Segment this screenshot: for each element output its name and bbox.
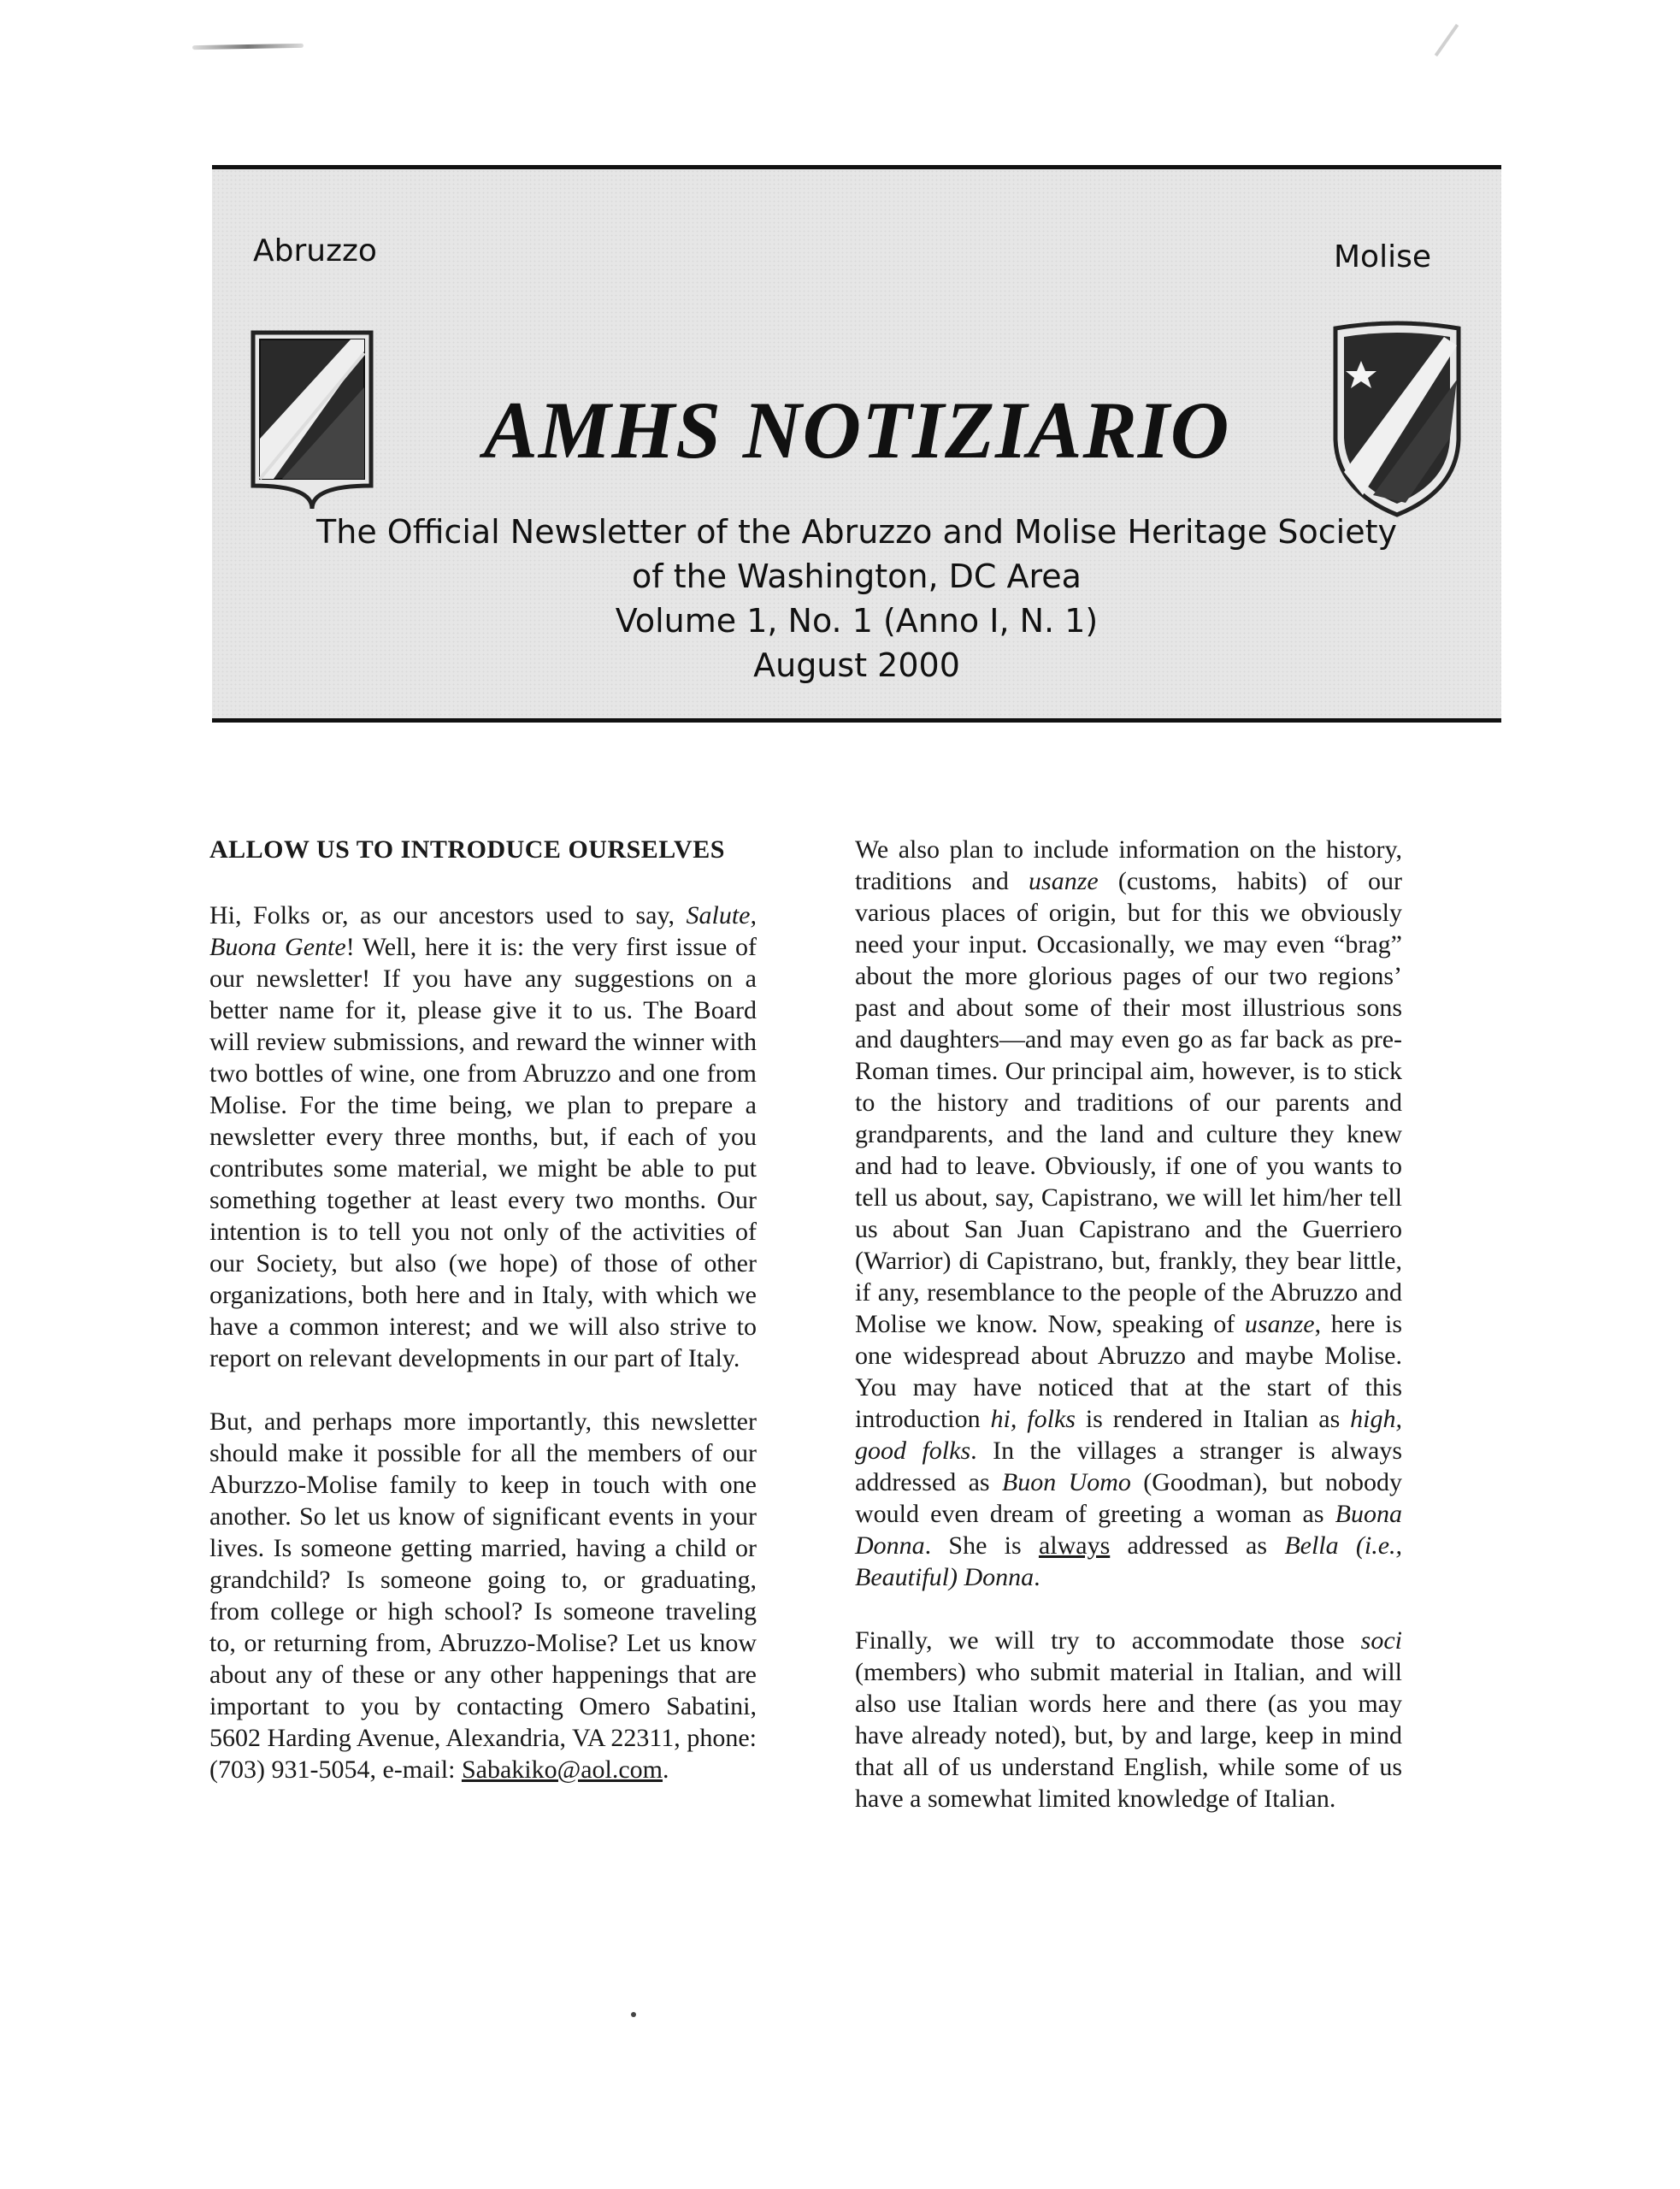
paragraph-1: Hi, Folks or, as our ancestors used to say, Salute, Buona Gente! Well, here it is: the very first issue of our newsletter! If you have any suggestions on a better name for it, please give it to us. The Board will review submissions, and reward the winner with two bottles of wine, one from Abruzzo and one from Molise. For the time being, we plan to prepare a newsletter every three months, but, if each of you contributes some material, we might be able to put something together at least every two months. Our intention is to tell you not only of the activities of our Society, but also (we hope) of those of other organizations, both here and in Italy, with which we have a common interest; and we will also strive to report on relevant developments in our part of Italy. <box>209 901 757 1372</box>
region-label-molise: Molise <box>1334 239 1431 274</box>
article-column-right <box>855 834 1402 1846</box>
region-label-abruzzo: Abruzzo <box>253 233 377 268</box>
subtitle-line-1: The Official Newsletter of the Abruzzo and Molise Heritage Society <box>316 513 1397 551</box>
newsletter-subtitle <box>212 510 1501 687</box>
masthead <box>212 165 1501 723</box>
scan-artifact <box>1435 24 1459 56</box>
email-link[interactable]: Sabakiko@aol.com <box>461 1755 663 1784</box>
scan-artifact <box>192 44 304 50</box>
scan-speck <box>631 2012 636 2017</box>
subtitle-line-2: of the Washington, DC Area <box>632 558 1082 595</box>
issue-date: August 2000 <box>753 646 960 684</box>
paragraph-2: But, and perhaps more importantly, this newsletter should make it possible for all the members of our Aburzzo-Molise family to keep in touch with one another. So let us know of significant events in your lives. Is someone getting married, having a child or grandchild? Is someone going to, or graduating, from college or high school? Is someone traveling to, or returning from, Abruzzo-Molise? Let us know about any of these or any other happenings that are important to you by contacting Omero Sabatini, 5602 Harding Avenue, Alexandria, VA 22311, phone: (703) 931-5054, e-mail: Sabakiko@aol.com. <box>209 1407 757 1784</box>
article-heading: ALLOW US TO INTRODUCE OURSELVES <box>209 835 725 864</box>
newsletter-title: AMHS NOTIZIARIO <box>483 385 1230 475</box>
paragraph-3: We also plan to include information on the history, traditions and usanze (customs, habits) of our various places of origin, but for this we obviously need your input. Occasionally, we may even “brag” about the more glorious pages of our two regions’ past and about some of their most illustrious sons and daughters—and may even go as far back as pre-Roman times. Our principal aim, however, is to stick to the history and traditions of our parents and grandparents, and the land and culture they knew and had to leave. Obviously, if one of you wants to tell us about, say, Capistrano, we will let him/her tell us about San Juan Capistrano and the Guerriero (Warrior) di Capistrano, but, frankly, they bear little, if any, resemblance to the people of the Abruzzo and Molise we know. Now, speaking of usanze, here is one widespread about Abruzzo and maybe Molise. You may have noticed that at the start of this introduction hi, folks is rendered in Italian as high, good folks. In the villages a stranger is always addressed as Buon Uomo (Goodman), but nobody would even dream of greeting a woman as Buona Donna. She is always addressed as Bella (i.e., Beautiful) Donna. <box>855 835 1403 1591</box>
paragraph-4: Finally, we will try to accommodate those soci (members) who submit material in Italian, and will also use Italian words here and there (as you may have already noted), but, by and large, keep in mind that all of us understand English, while some of us have a somewhat limited knowledge of Italian. <box>855 1626 1402 1813</box>
volume-line: Volume 1, No. 1 (Anno I, N. 1) <box>615 602 1099 640</box>
article-column-left <box>209 834 757 1817</box>
